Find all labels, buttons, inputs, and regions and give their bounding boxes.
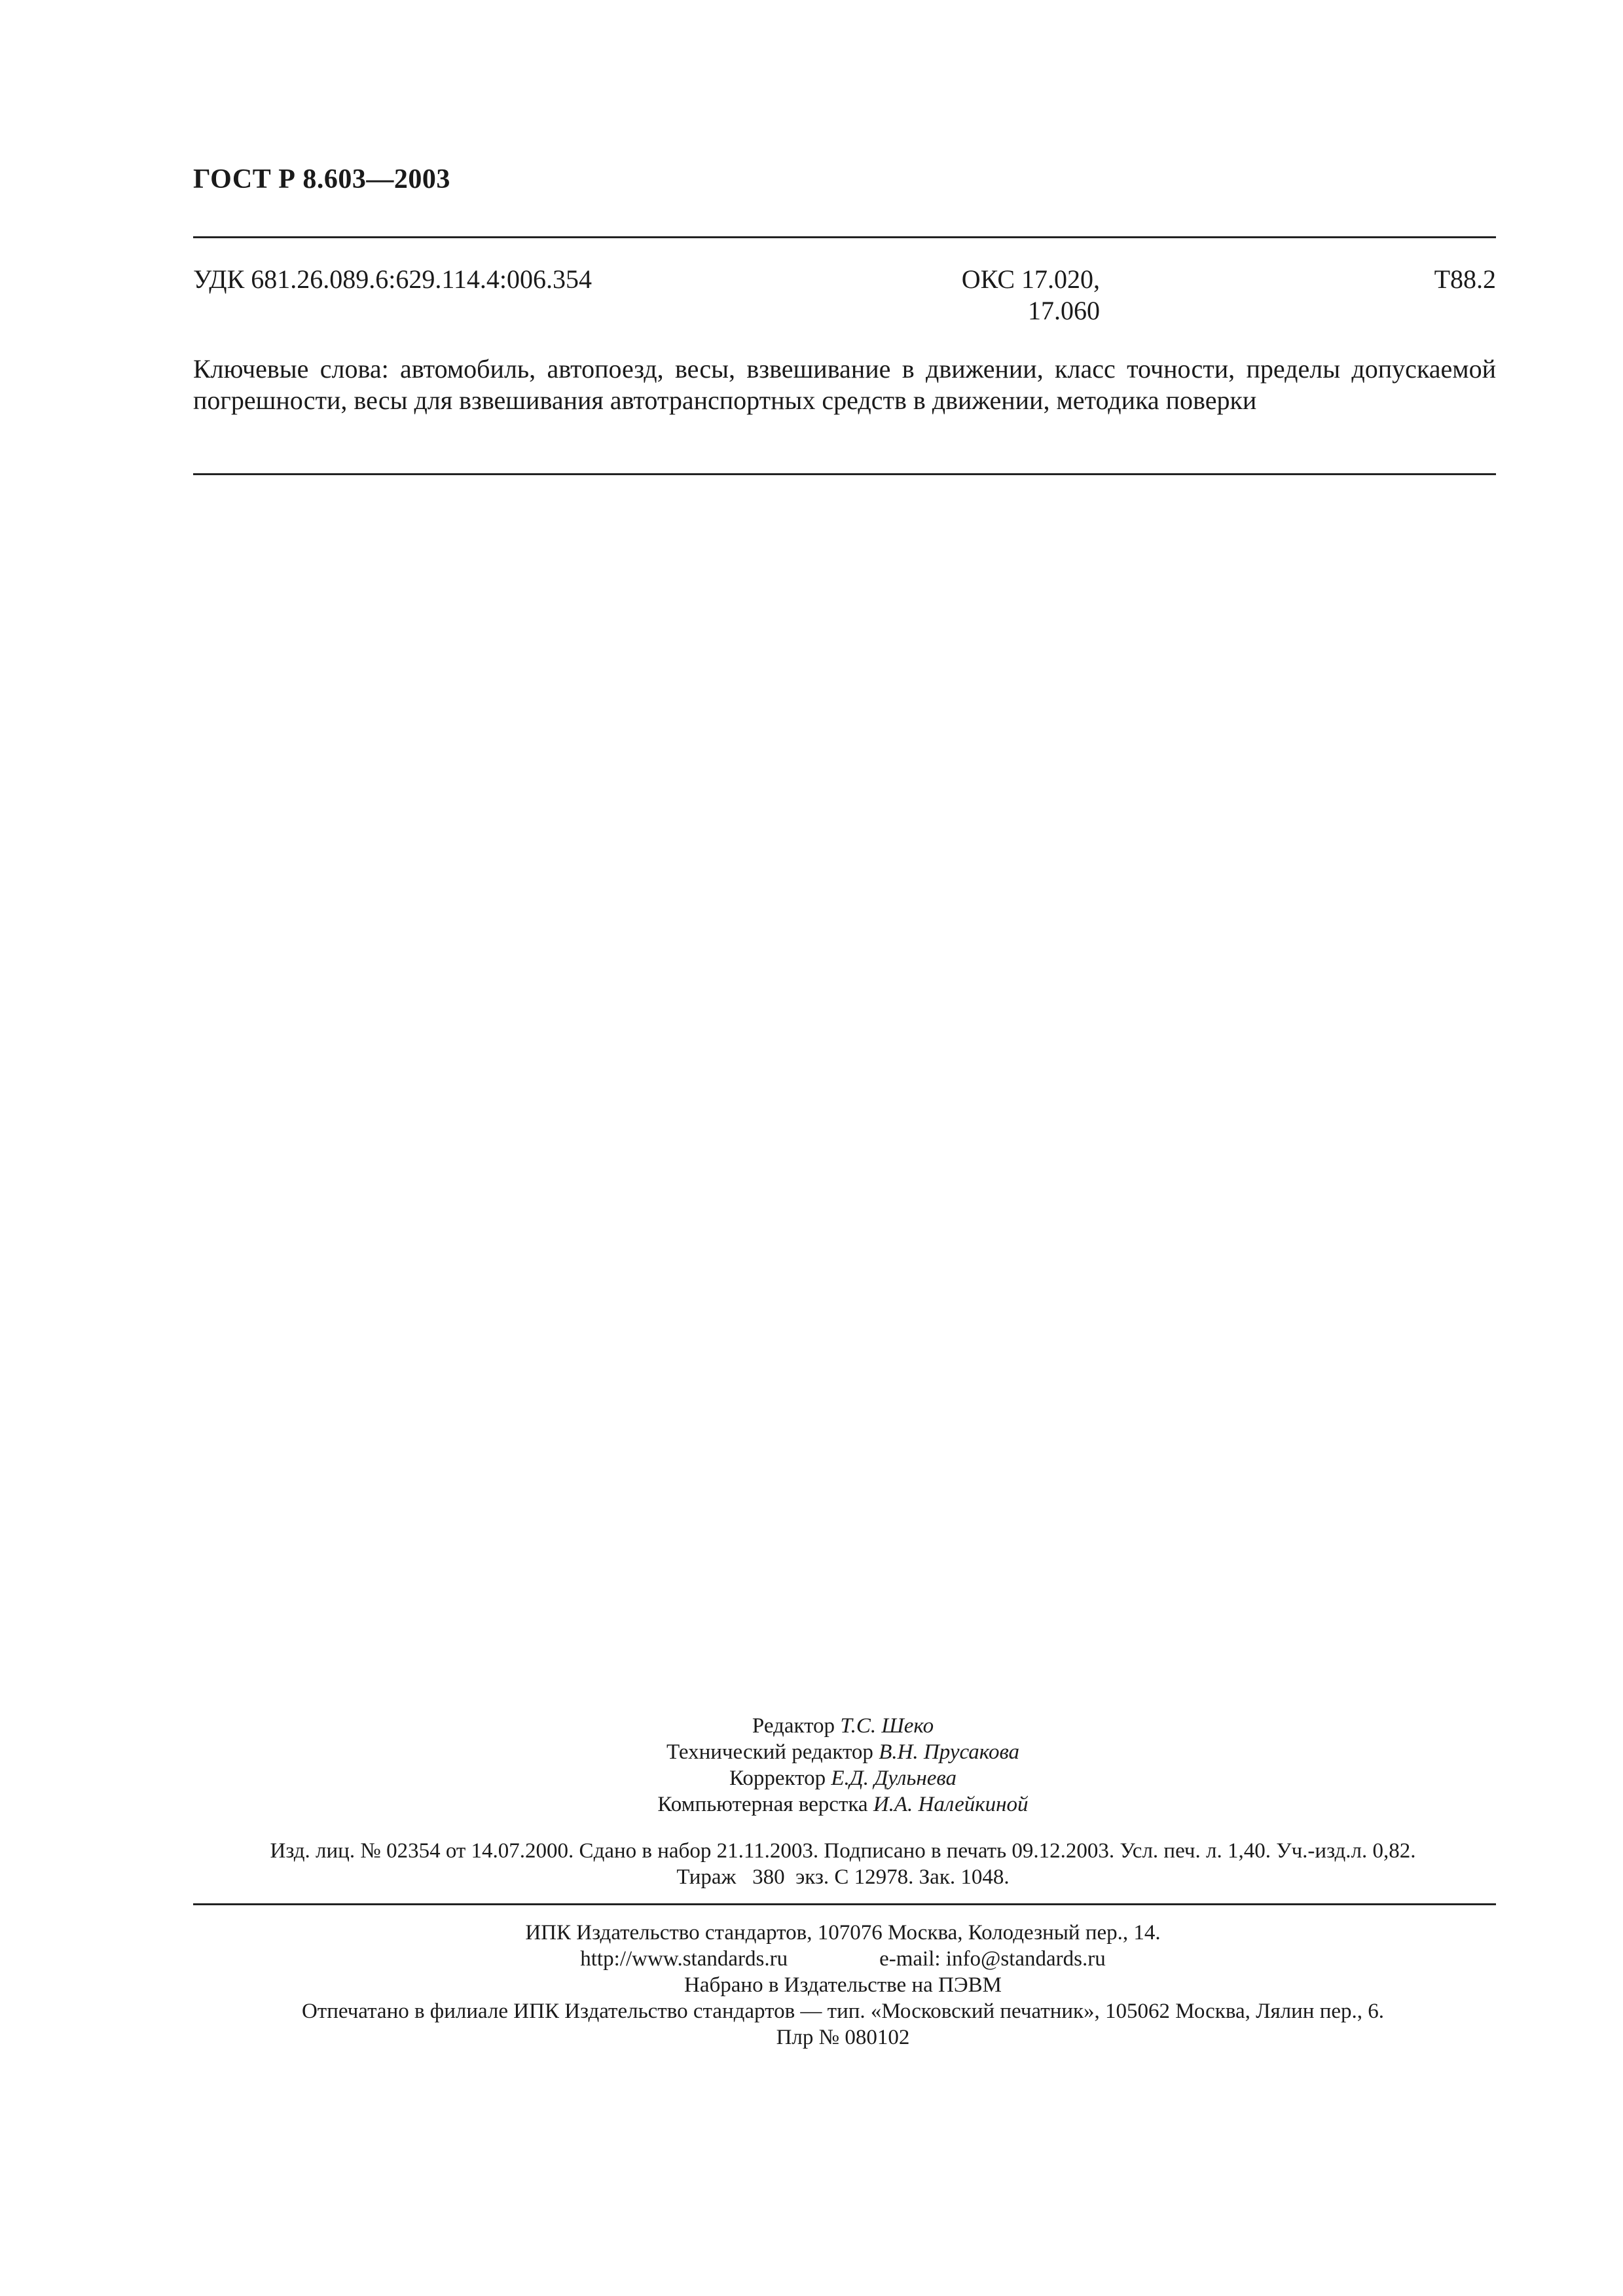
editor-line xyxy=(190,1713,1496,1739)
layout-name: И.А. Налейкиной xyxy=(873,1793,1029,1816)
publication-line-1: Изд. лиц. № 02354 от 14.07.2000. Сдано в набор 21.11.2003. Подписано в печать 09.12.2003. Усл. печ. л. 1,40. Уч.-изд.л. 0,82. xyxy=(270,1839,1416,1863)
document-designation: ГОСТ Р 8.603—2003 xyxy=(193,164,450,194)
website-link[interactable]: http://www.standards.ru xyxy=(580,1947,788,1971)
credits-block xyxy=(190,1713,1496,1818)
oks-code xyxy=(910,264,1100,327)
oks-line-2: 17.060 xyxy=(1028,296,1100,325)
tech-editor-name: В.Н. Прусакова xyxy=(879,1740,1020,1764)
editor-name: Т.С. Шеко xyxy=(840,1714,934,1738)
header-divider xyxy=(193,236,1496,238)
printed-note: Отпечатано в филиале ИПК Издательство стандартов — тип. «Московский печатник», 105062 Москва, Лялин пер., 6. xyxy=(301,2000,1385,2023)
contacts-line xyxy=(190,1946,1496,1972)
layout-line xyxy=(190,1791,1496,1818)
proofreader-name: Е.Д. Дульнева xyxy=(831,1767,957,1790)
udk-code: УДК 681.26.089.6:629.114.4:006.354 xyxy=(193,264,592,294)
layout-role: Компьютерная верстка xyxy=(657,1793,868,1816)
editor-role: Редактор xyxy=(752,1714,835,1738)
publication-line-2: Тираж 380 экз. С 12978. Зак. 1048. xyxy=(676,1865,1010,1889)
imprint-block xyxy=(190,1920,1496,2051)
typeset-note: Набрано в Издательстве на ПЭВМ xyxy=(684,1973,1002,1997)
proofreader-line xyxy=(190,1765,1496,1791)
tech-editor-role: Технический редактор xyxy=(666,1740,873,1764)
publisher-address: ИПК Издательство стандартов, 107076 Москва, Колодезный пер., 14. xyxy=(525,1921,1161,1945)
keywords-divider xyxy=(193,473,1496,475)
classification-code: Т88.2 xyxy=(1434,264,1496,294)
email-link[interactable]: e-mail: info@standards.ru xyxy=(879,1947,1106,1971)
keywords-paragraph: Ключевые слова: автомобиль, автопоезд, весы, взвешивание в движении, класс точности, пределы допускаемой погрешности, весы для взвешивания автотранспортных средств в движении, методика поверки xyxy=(193,354,1496,415)
license-number: Плр № 080102 xyxy=(776,2026,910,2049)
oks-line-1: ОКС 17.020, xyxy=(961,264,1100,294)
proofreader-role: Корректор xyxy=(729,1767,826,1790)
tech-editor-line xyxy=(190,1739,1496,1765)
publication-info xyxy=(190,1838,1496,1890)
imprint-divider xyxy=(193,1903,1496,1905)
